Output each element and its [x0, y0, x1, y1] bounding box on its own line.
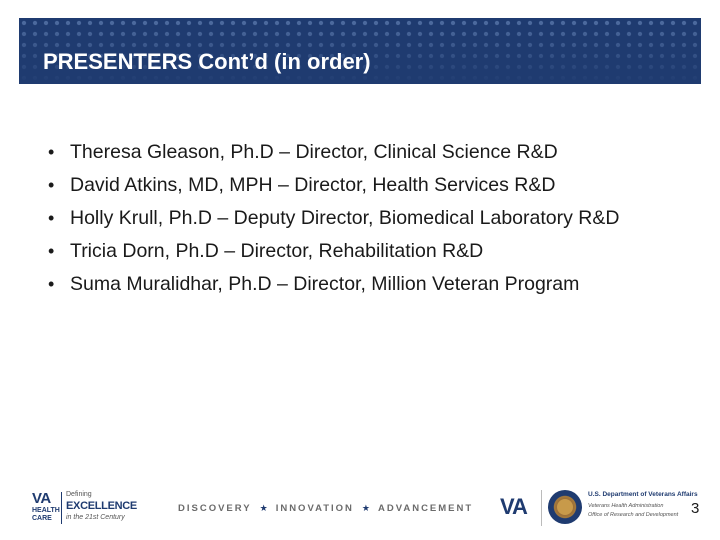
seal-center	[557, 499, 573, 515]
administration-name: Veterans Health Administration	[588, 503, 664, 509]
presenter-list	[48, 138, 668, 303]
department-name: U.S. Department of Veterans Affairs	[588, 491, 698, 498]
star-icon: ★	[259, 503, 268, 513]
logo-defining-text: Defining	[66, 491, 92, 498]
footer-tagline	[178, 503, 473, 514]
logo-health-text: HEALTH	[32, 507, 60, 514]
bullet-icon: •	[48, 142, 55, 162]
department-text	[588, 491, 698, 518]
va-logo: VA	[500, 494, 527, 519]
logo-care-text: CARE	[32, 515, 52, 522]
va-seal-icon	[548, 490, 582, 524]
list-item	[48, 237, 668, 265]
bullet-icon: •	[48, 175, 55, 195]
list-item-text: Holly Krull, Ph.D – Deputy Director, Biomedical Laboratory R&D	[70, 207, 620, 229]
office-name: Office of Research and Development	[588, 512, 679, 518]
va-health-care-logo-text	[32, 507, 60, 523]
logo-divider	[61, 492, 62, 524]
va-health-care-logo-va: VA	[32, 490, 51, 507]
bullet-icon: •	[48, 241, 55, 261]
tagline-innovation: INNOVATION	[275, 503, 354, 514]
list-item	[48, 171, 668, 199]
title-bar	[19, 18, 701, 84]
logo-excellence-text: EXCELLENCE	[66, 500, 137, 512]
page-number: 3	[691, 500, 700, 517]
bullet-icon: •	[48, 274, 55, 294]
list-item-text: David Atkins, MD, MPH – Director, Health Services R&D	[70, 174, 556, 196]
va-health-care-logo	[32, 490, 142, 526]
bullet-icon: •	[48, 208, 55, 228]
list-item	[48, 204, 668, 232]
tagline-discovery: DISCOVERY	[178, 503, 252, 514]
list-item	[48, 270, 668, 298]
star-icon: ★	[361, 503, 370, 513]
footer-divider	[541, 490, 542, 526]
logo-century-text: in the 21st Century	[66, 514, 125, 521]
list-item-text: Tricia Dorn, Ph.D – Director, Rehabilitation R&D	[70, 240, 484, 262]
slide-footer	[0, 480, 720, 540]
slide-title: PRESENTERS Cont’d (in order)	[43, 49, 371, 74]
list-item	[48, 138, 668, 166]
list-item-text: Suma Muralidhar, Ph.D – Director, Million Veteran Program	[70, 273, 580, 295]
list-item-text: Theresa Gleason, Ph.D – Director, Clinical Science R&D	[70, 141, 558, 163]
tagline-advancement: ADVANCEMENT	[378, 503, 474, 514]
